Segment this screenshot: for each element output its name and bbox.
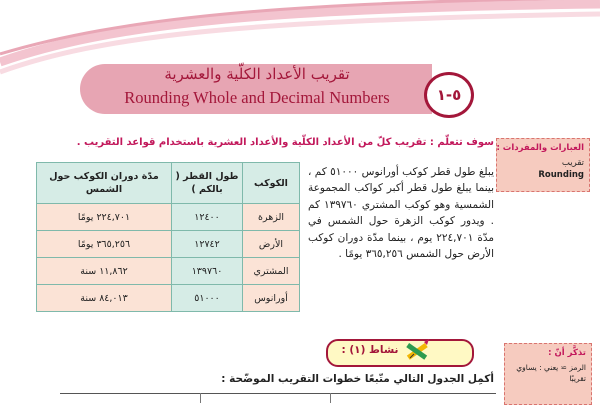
learning-objective: سوف تتعلّم : تقريب كلّ من الأعداد الكلّية والأعداد العشرية باستخدام قواعد التقريب . — [76, 137, 494, 148]
table-cell-diameter: ٥١٠٠٠ — [172, 285, 243, 312]
table-cell-orbit: ٢٢٤,٧٠١ يومًا — [37, 204, 172, 231]
table-row — [37, 258, 300, 285]
remember-heading: تذكَّر أنّ : — [548, 348, 586, 358]
vocabulary-term-arabic: تقريب — [561, 158, 584, 168]
table-cell-planet: المشتري — [243, 258, 300, 285]
table-row — [37, 285, 300, 312]
vocabulary-heading: العبارات والمفردات : — [496, 143, 584, 153]
table-cell-diameter: ١٢٧٤٢ — [172, 231, 243, 258]
table-cell-planet: الزهرة — [243, 204, 300, 231]
table-cell-orbit: ٨٤,٠١٣ سنة — [37, 285, 172, 312]
planets-table — [36, 162, 300, 312]
table-cell-orbit: ١١,٨٦٢ سنة — [37, 258, 172, 285]
table-header-row — [37, 163, 300, 204]
lesson-number-badge: ٥-١ — [424, 72, 474, 118]
table-cell-planet: الأرض — [243, 231, 300, 258]
table-row — [37, 231, 300, 258]
intro-paragraph: يبلغ طول قطر كوكب أورانوس ٥١٠٠٠ كم ، بينما يبلغ طول قطر أكبر كواكب المجموعة الشمسية وهو كوكب المشتري ١٣٩٧٦٠ كم . ويدور كوكب الزهرة حول الشمس في مدّة ٢٢٤,٧٠١ يوم ، بينما مدّة دوران كوكب الأرض حول الشمس ٣٦٥,٢٥٦ يومًا . — [308, 166, 494, 261]
table-header-orbit: مدّة دوران الكوكب حول الشمس — [37, 163, 172, 204]
ruler-pencil-icon — [402, 336, 432, 366]
table-cell-planet: أورانوس — [243, 285, 300, 312]
table-row — [37, 204, 300, 231]
activity-table-column-divider — [200, 393, 201, 403]
table-header-planet: الكوكب — [243, 163, 300, 204]
table-cell-diameter: ١٣٩٧٦٠ — [172, 258, 243, 285]
vocabulary-term-english: Rounding — [538, 170, 584, 180]
remember-text: الرمز ≃ يعني : يساوي تقريبًا — [516, 363, 586, 383]
table-cell-orbit: ٣٦٥,٢٥٦ يومًا — [37, 231, 172, 258]
lesson-title-arabic: تقريب الأعداد الكلّية والعشرية — [164, 65, 350, 83]
remember-box — [504, 343, 592, 405]
activity-table-column-divider — [330, 393, 331, 403]
table-cell-diameter: ١٢٤٠٠ — [172, 204, 243, 231]
activity-instruction: أكمِل الجدول التالي متّبعًا خطوات التقريب الموضّحة : — [221, 373, 494, 385]
vocabulary-box — [496, 138, 590, 192]
lesson-title-english: Rounding Whole and Decimal Numbers — [124, 88, 390, 107]
table-header-diameter: طول القطر ( بالكم ) — [172, 163, 243, 204]
activity-label: نشاط (١) : — [341, 344, 399, 356]
activity-table-top-border — [60, 393, 496, 406]
